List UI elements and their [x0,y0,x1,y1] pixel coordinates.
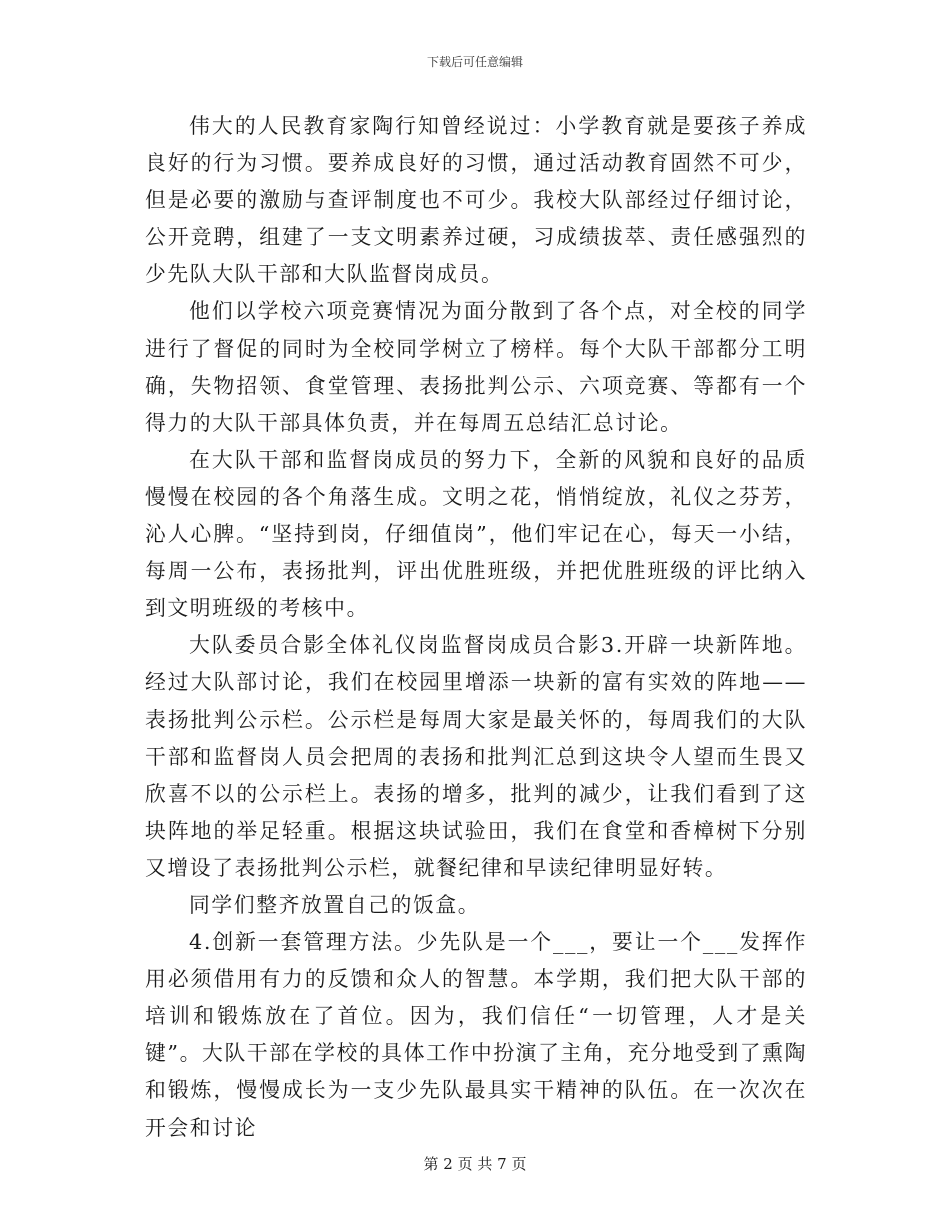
paragraph: 他们以学校六项竞赛情况为面分散到了各个点，对全校的同学进行了督促的同时为全校同学树立了榜样。每个大队干部都分工明确，失物招领、食堂管理、表扬批判公示、六项竞赛、等都有一个得力的大队干部具体负责，并在每周五总结汇总讨论。 [145,299,807,435]
page-header-note: 下载后可任意编辑 [426,55,523,69]
paragraph: 同学们整齐放置自己的饭盒。 [189,892,481,917]
paragraph: 伟大的人民教育家陶行知曾经说过：小学教育就是要孩子养成良好的行为习惯。要养成良好的习惯，通过活动教育固然不可少，但是必要的激励与查评制度也不可少。我校大队部经过仔细讨论，公开竞聘，组建了一支文明素养过硬，习成绩拔萃、责任感强烈的少先队大队干部和大队监督岗成员。 [145,114,807,287]
paragraph: 大队委员合影全体礼仪岗监督岗成员合影3.开辟一块新阵地。经过大队部讨论，我们在校园里增添一块新的富有实效的阵地——表扬批判公示栏。公示栏是每周大家是最关怀的，每周我们的大队干部和监督岗人员会把周的表扬和批判汇总到这块令人望而生畏又欣喜不以的公示栏上。表扬的增多，批判的减少，让我们看到了这块阵地的举足轻重。根据这块试验田，我们在食堂和香樟树下分别又增设了表扬批判公示栏，就餐纪律和早读纪律明显好转。 [145,633,807,880]
paragraph: 在大队干部和监督岗成员的努力下，全新的风貌和良好的品质慢慢在校园的各个角落生成。文明之花，悄悄绽放，礼仪之芬芳，沁人心脾。“坚持到岗，仔细值岗”，他们牢记在心，每天一小结，每周一公布，表扬批判，评出优胜班级，并把优胜班级的评比纳入到文明班级的考核中。 [145,447,807,621]
paragraph: 4.创新一套管理方法。少先队是一个___，要让一个___发挥作用必须借用有力的反馈和众人的智慧。本学期，我们把大队干部的培训和锻炼放在了首位。因为，我们信任“一切管理，人才是关键”。大队干部在学校的具体工作中扮演了主角，充分地受到了熏陶和锻炼，慢慢成长为一支少先队最具实干精神的队伍。在一次次在开会和讨论 [145,930,807,1140]
page-number-footer: 第 2 页 共 7 页 [423,1155,527,1173]
document-body [145,108,807,1147]
